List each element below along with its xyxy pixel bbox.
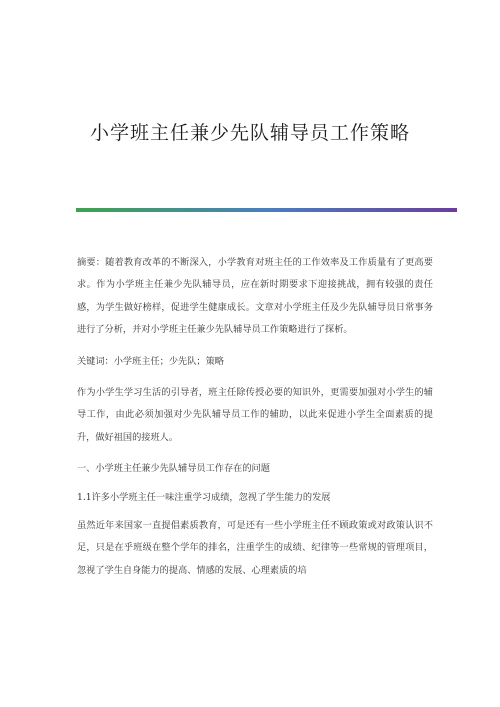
document-title: 小学班主任兼少先队辅导员工作策略 <box>89 122 410 144</box>
section-heading: 一、小学班主任兼少先队辅导员工作存在的问题 <box>77 463 270 475</box>
subsection-heading: 1.1许多小学班主任一味注重学习成绩，忽视了学生能力的发展 <box>77 491 331 503</box>
keywords-paragraph: 关键词：小学班主任；少先队；策略 <box>77 355 224 367</box>
body-paragraph: 虽然近年来国家一直提倡素质教育，可是还有一些小学班主任不顾政策或对政策认识不足，只是在乎班级在整个学年的排名，注重学生的成绩、纪律等一些常规的管理项目，忽视了学生自身能力的提高、情感的发展、心理素质的培 <box>77 520 433 576</box>
intro-paragraph: 作为小学生学习生活的引导者，班主任除传授必要的知识外，更需要加强对小学生的辅导工作，由此必须加强对少先队辅导员工作的辅助，以此来促进小学生全面素质的提升，做好祖国的接班人。 <box>77 387 433 443</box>
document-body <box>77 252 433 582</box>
title-divider <box>76 208 457 212</box>
abstract-paragraph: 摘要：随着教育改革的不断深入，小学教育对班主任的工作效率及工作质量有了更高要求。作为小学班主任兼少先队辅导员，应在新时期要求下迎接挑战，拥有较强的责任感，为学生做好榜样，促进学生健康成长。文章对小学班主任及少先队辅导员日常事务进行了分析，并对小学班主任兼少先队辅导员工作策略进行了探析。 <box>77 257 433 336</box>
